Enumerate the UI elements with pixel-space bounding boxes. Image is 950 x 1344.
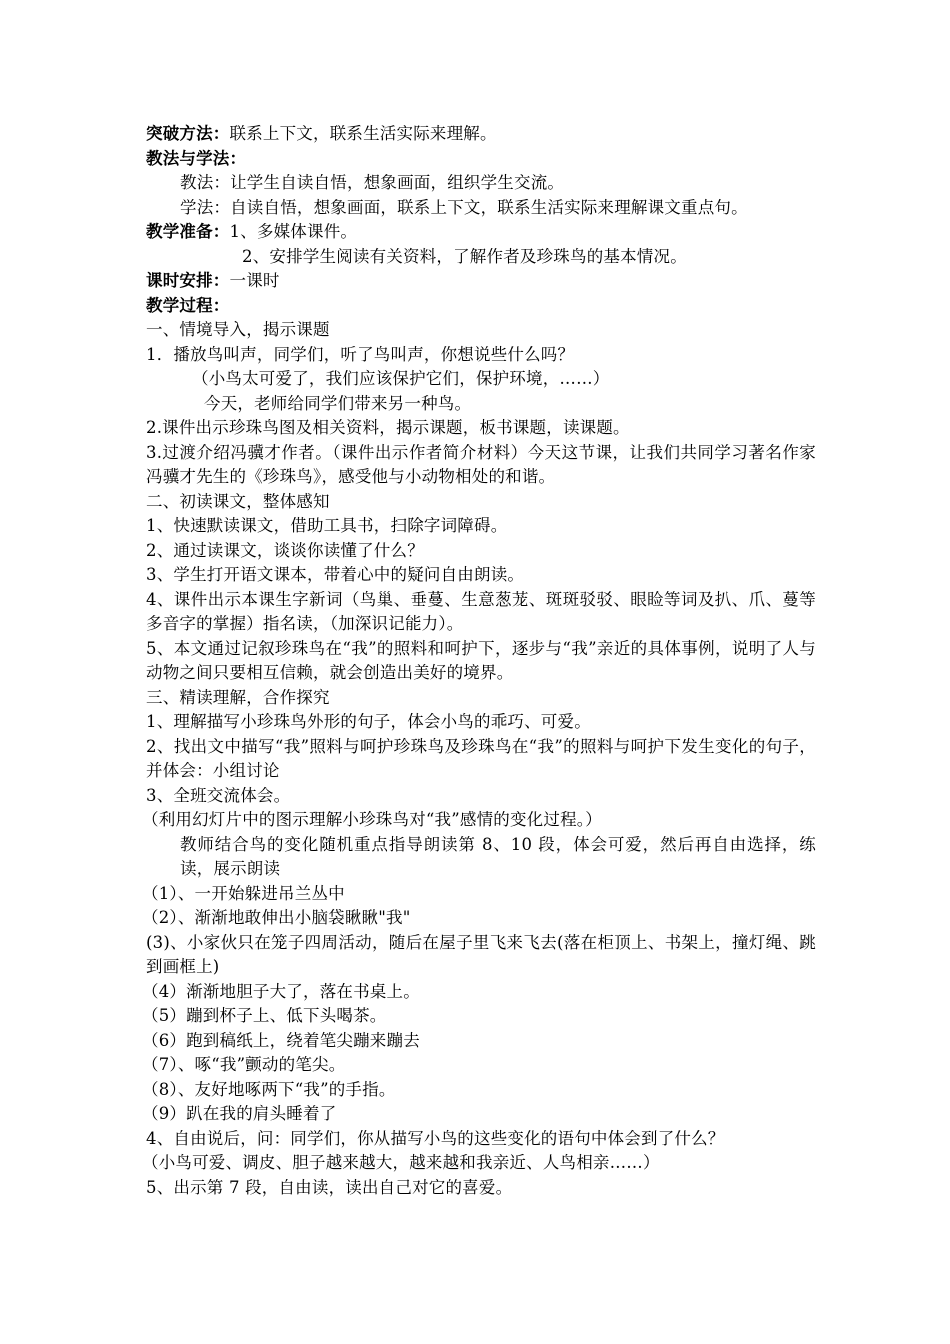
list-item: （5）蹦到杯子上、低下头喝茶。 xyxy=(142,1006,387,1025)
learn-method: 学法：自读自悟，想象画面，联系上下文，联系生活实际来理解课文重点句。 xyxy=(180,197,748,217)
process-heading: 教学过程： xyxy=(146,295,230,315)
list-item: （2）、渐渐地敢伸出小脑袋瞅瞅"我" xyxy=(142,908,411,927)
section-1-title: 一、情境导入，揭示课题 xyxy=(146,320,330,339)
section-3-para-3: 3、全班交流体会。 xyxy=(146,785,291,805)
breakthrough-text: 联系上下文，联系生活实际来理解。 xyxy=(229,124,497,143)
list-item: （6）跑到稿纸上，绕着笔尖蹦来蹦去 xyxy=(142,1030,420,1050)
list-item: （1）、一开始躲进吊兰丛中 xyxy=(142,883,345,903)
section-3-para-4: 4、自由说后，问：同学们，你从描写小鸟的这些变化的语句中体会到了什么？ xyxy=(146,1128,725,1148)
prep-label: 教学准备： xyxy=(146,222,230,241)
schedule-label: 课时安排： xyxy=(146,271,230,290)
schedule-line xyxy=(146,269,816,294)
document-page xyxy=(142,122,816,1200)
section-1-para-3: 3.过渡介绍冯骥才作者。（课件出示作者简介材料）今天这节课，让我们共同学习著名作家冯骥才先生的《珍珠鸟》，感受他与小动物相处的和谐。 xyxy=(146,442,816,486)
section-3-para-4a: （小鸟可爱、调皮、胆子越来越大，越来越和我亲近、人鸟相亲……） xyxy=(142,1153,660,1172)
prep-line xyxy=(146,220,816,245)
section-3-para-1: 1、理解描写小珍珠鸟外形的句子，体会小鸟的乖巧、可爱。 xyxy=(146,712,591,731)
section-1-para-1a: （小鸟太可爱了，我们应该保护它们，保护环境，……） xyxy=(192,369,610,388)
section-2-title: 二、初读课文，整体感知 xyxy=(146,491,330,511)
section-3-para-3b: 教师结合鸟的变化随机重点指导朗读第 8、10 段，体会可爱，然后再自由选择，练读，展示朗读 xyxy=(180,834,816,878)
prep-item-2: 2、安排学生阅读有关资料，了解作者及珍珠鸟的基本情况。 xyxy=(242,246,687,266)
list-item: （7）、啄“我”颤动的笔尖。 xyxy=(142,1055,346,1074)
breakthrough-line xyxy=(146,122,816,147)
schedule-text: 一课时 xyxy=(229,271,280,290)
section-3-para-2: 2、找出文中描写“我”照料与呵护珍珠鸟及珍珠鸟在“我”的照料与呵护下发生变化的句子，并体会：小组讨论 xyxy=(146,736,816,780)
teach-method: 教法：让学生自读自悟，想象画面，组织学生交流。 xyxy=(180,173,565,192)
section-2-para-1: 1、快速默读课文，借助工具书，扫除字词障碍。 xyxy=(146,516,508,535)
section-2-para-2: 2、通过读课文，谈谈你读懂了什么？ xyxy=(146,540,424,560)
section-2-para-4: 4、课件出示本课生字新词（鸟巢、垂蔓、生意葱茏、斑斑驳驳、眼睑等词及扒、爪、蔓等多音字的掌握）指名读，（加深识记能力）。 xyxy=(146,589,816,633)
section-3-para-3a: （利用幻灯片中的图示理解小珍珠鸟对“我”感情的变化过程。） xyxy=(142,810,602,829)
section-1-para-1: 1．播放鸟叫声，同学们，听了鸟叫声，你想说些什么吗？ xyxy=(146,344,575,364)
section-2-para-3: 3、学生打开语文课本，带着心中的疑问自由朗读。 xyxy=(146,565,525,584)
list-item: （9）趴在我的肩头睡着了 xyxy=(142,1104,337,1123)
section-1-para-1b: 今天，老师给同学们带来另一种鸟。 xyxy=(204,393,472,413)
list-item: （4）渐渐地胆子大了，落在书桌上。 xyxy=(142,981,420,1001)
list-item: (3)、小家伙只在笼子四周活动，随后在屋子里飞来飞去(落在柜顶上、书架上，撞灯绳、跳到画框上) xyxy=(146,932,816,976)
prep-item-1: 1、多媒体课件。 xyxy=(229,222,358,241)
section-1-para-2: 2.课件出示珍珠鸟图及相关资料，揭示课题，板书课题，读课题。 xyxy=(146,418,630,437)
breakthrough-label: 突破方法： xyxy=(146,124,230,143)
list-item: （8）、友好地啄两下“我”的手指。 xyxy=(142,1079,396,1099)
methods-heading: 教法与学法： xyxy=(146,148,247,168)
section-3-para-5: 5、出示第 7 段，自由读，读出自己对它的喜爱。 xyxy=(146,1177,513,1197)
section-2-para-5: 5、本文通过记叙珍珠鸟在“我”的照料和呵护下，逐步与“我”亲近的具体事例，说明了人与动物之间只要相互信赖，就会创造出美好的境界。 xyxy=(146,638,816,682)
section-3-title: 三、精读理解，合作探究 xyxy=(146,687,330,707)
